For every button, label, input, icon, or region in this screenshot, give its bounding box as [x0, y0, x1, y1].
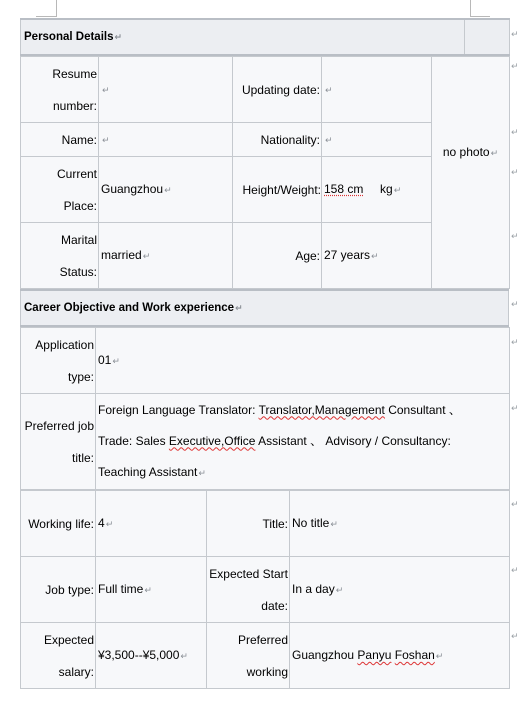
- name-label: Name:: [21, 123, 99, 157]
- margin-mark: ↵: [511, 499, 519, 509]
- margin-mark: ↵: [511, 29, 519, 39]
- title-label: Title:: [207, 491, 290, 557]
- age-label: Age:: [233, 223, 322, 289]
- margin-mark: ↵: [511, 61, 519, 71]
- margin-mark: ↵: [511, 337, 519, 347]
- margin-mark: ↵: [511, 299, 519, 309]
- section-title-personal: Personal Details↵: [21, 19, 465, 55]
- career-header: [20, 289, 509, 327]
- updating-date-value[interactable]: ↵: [322, 57, 432, 123]
- margin-mark: ↵: [511, 631, 519, 641]
- working-life-label: Working life:: [21, 491, 96, 557]
- margin-mark: ↵: [511, 565, 519, 575]
- name-value[interactable]: ↵: [99, 123, 233, 157]
- crop-mark-right-h: [470, 16, 490, 17]
- nationality-value[interactable]: ↵: [322, 123, 432, 157]
- margin-mark: ↵: [511, 127, 519, 137]
- expected-salary-value[interactable]: ¥3,500--¥5,000↵: [96, 623, 207, 689]
- current-place-label: Current Place:: [21, 157, 99, 223]
- expected-salary-label: Expected salary:: [21, 623, 96, 689]
- preferred-job-label: Preferred job title:: [21, 394, 96, 490]
- job-line-1: Foreign Language Translator: Translator,Management Consultant 、: [98, 402, 461, 417]
- header-blank-cell[interactable]: [465, 19, 510, 55]
- preferred-working-label: Preferred working: [207, 623, 290, 689]
- margin-mark: ↵: [511, 231, 519, 241]
- preferred-job-value[interactable]: [96, 394, 510, 490]
- personal-details-header: [20, 18, 510, 56]
- marital-status-value[interactable]: married↵: [99, 223, 233, 289]
- job-type-label: Job type:: [21, 557, 96, 623]
- nationality-label: Nationality:: [233, 123, 322, 157]
- application-type-value[interactable]: 01↵: [96, 328, 510, 394]
- crop-mark-left: [56, 0, 57, 17]
- preferred-location-value[interactable]: Guangzhou Panyu Foshan↵: [290, 623, 510, 689]
- resume-number-value[interactable]: ↵: [99, 57, 233, 123]
- photo-placeholder[interactable]: no photo↵: [432, 57, 510, 289]
- start-date-value[interactable]: In a day↵: [290, 557, 510, 623]
- personal-details-table: [20, 56, 510, 289]
- title-value[interactable]: No title↵: [290, 491, 510, 557]
- current-place-value[interactable]: Guangzhou↵: [99, 157, 233, 223]
- updating-date-label: Updating date:: [233, 57, 322, 123]
- margin-mark: ↵: [511, 167, 519, 177]
- resume-number-label: Resume number:: [21, 57, 99, 123]
- working-life-value[interactable]: 4↵: [96, 491, 207, 557]
- career-table-top: [20, 327, 510, 490]
- career-table-details: [20, 490, 510, 689]
- crop-mark-right: [470, 0, 471, 17]
- height-weight-label: Height/Weight:: [233, 157, 322, 223]
- marital-status-label: Marital Status:: [21, 223, 99, 289]
- job-line-2: Trade: Sales Executive,Office Assistant 、 Advisory / Consultancy:: [98, 433, 451, 448]
- age-value[interactable]: 27 years↵: [322, 223, 432, 289]
- height-weight-value[interactable]: 158 cm kg↵: [322, 157, 432, 223]
- application-type-label: Application type:: [21, 328, 96, 394]
- start-date-label: Expected Start date:: [207, 557, 290, 623]
- job-type-value[interactable]: Full time↵: [96, 557, 207, 623]
- resume-document: [20, 18, 509, 689]
- crop-mark-left-h: [36, 16, 56, 17]
- job-line-3: Teaching Assistant↵: [98, 464, 206, 479]
- margin-mark: ↵: [511, 403, 519, 413]
- section-title-career: Career Objective and Work experience↵: [21, 290, 509, 326]
